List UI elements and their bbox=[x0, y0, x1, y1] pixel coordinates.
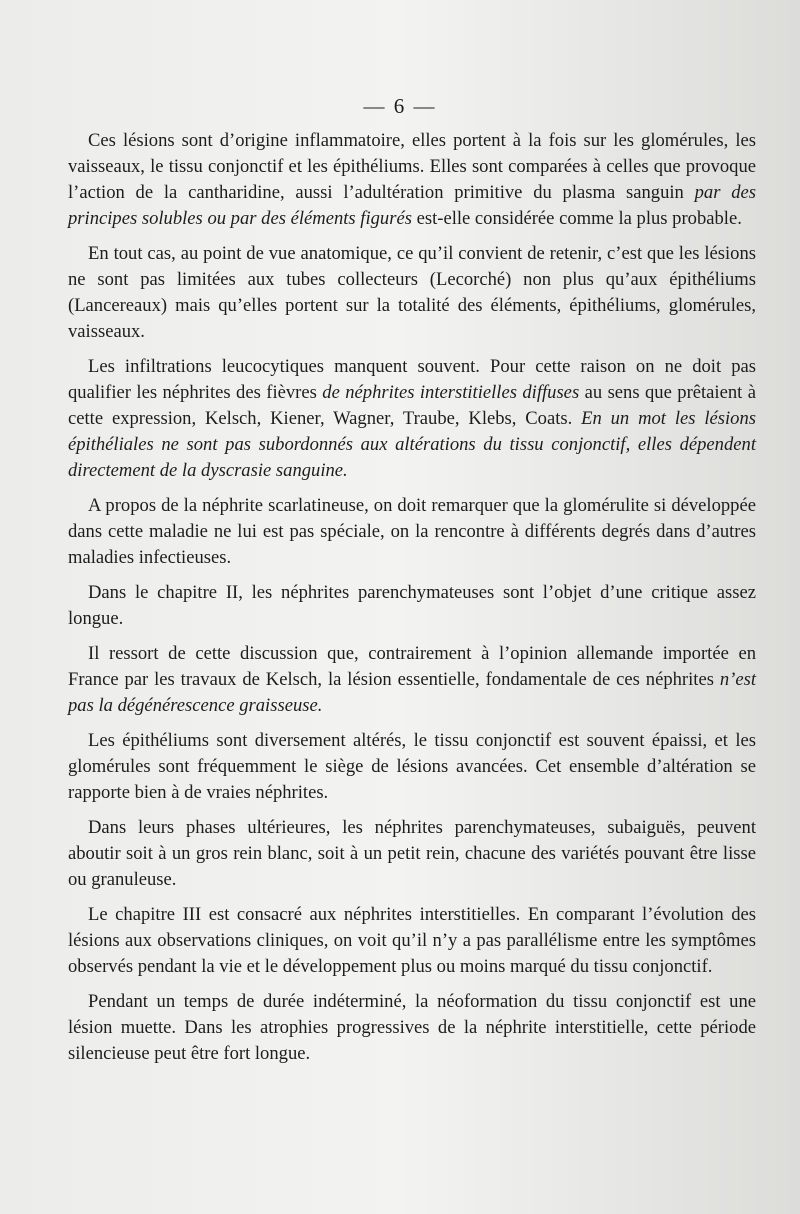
paragraph bbox=[68, 641, 756, 719]
text-segment: Ces lésions sont d’origine inflammatoire, elles portent à la fois sur les glomérules, les vaisseaux, le tissu conjonctif et les épithéliums. Elles sont comparées à celles que provoque l’action de la cantharidine, aussi l’adultération primitive du plasma sanguin bbox=[68, 130, 756, 203]
paragraph bbox=[68, 580, 756, 632]
body-text bbox=[68, 128, 756, 1076]
paragraph bbox=[68, 728, 756, 806]
italic-text-segment: de néphrites interstitielles diffuses bbox=[322, 382, 580, 403]
paragraph bbox=[68, 241, 756, 345]
paragraph bbox=[68, 128, 756, 232]
italic-text-segment: par des principes solubles ou par des éléments figurés bbox=[68, 182, 756, 229]
paragraph bbox=[68, 989, 756, 1067]
text-segment: Il ressort de cette discussion que, contrairement à l’opinion allemande importée en France par les travaux de Kelsch, la lésion essentielle, fondamentale de ces néphrites bbox=[68, 643, 756, 690]
text-segment: Le chapitre III est consacré aux néphrites interstitielles. En comparant l’évolution des lésions aux observations cliniques, on voit qu’il n’y a pas parallélisme entre les symptômes observés pendant la vie et le développement plus ou moins marqué du tissu conjonctif. bbox=[68, 904, 756, 977]
paragraph bbox=[68, 354, 756, 484]
text-segment: Pendant un temps de durée indéterminé, la néoformation du tissu conjonctif est une lésion muette. Dans les atrophies progressives de la néphrite interstitielle, cette période silencieuse peut être fort longue. bbox=[68, 991, 756, 1064]
italic-text-segment: En un mot les lésions épithéliales ne sont pas subordonnés aux altérations du tissu conjonctif, elles dépendent directement de la dyscrasie sanguine. bbox=[68, 408, 756, 481]
text-segment: Dans le chapitre II, les néphrites parenchymateuses sont l’objet d’une critique assez longue. bbox=[68, 582, 756, 629]
text-segment: au sens que prêtaient à cette expression, Kelsch, Kiener, Wagner, Traube, Klebs, Coats. bbox=[68, 382, 756, 429]
text-segment: Les infiltrations leucocytiques manquent souvent. Pour cette raison on ne doit pas qualifier les néphrites des fièvres bbox=[68, 356, 756, 403]
text-segment: A propos de la néphrite scarlatineuse, on doit remarquer que la glomérulite si développée dans cette maladie ne lui est pas spéciale, on la rencontre à différents degrés dans d’autres maladies infectieuses. bbox=[68, 495, 756, 568]
italic-text-segment: n’est pas la dégénérescence graisseuse. bbox=[68, 669, 756, 716]
page-number: — 6 — bbox=[363, 94, 437, 118]
text-segment: Les épithéliums sont diversement altérés, le tissu conjonctif est souvent épaissi, et les glomérules sont fréquemment le siège de lésions avancées. Cet ensemble d’altération se rapporte bien à de vraies néphrites. bbox=[68, 730, 756, 803]
text-segment: Dans leurs phases ultérieures, les néphrites parenchymateuses, subaiguës, peuvent aboutir soit à un gros rein blanc, soit à un petit rein, chacune des variétés pouvant être lisse ou granuleuse. bbox=[68, 817, 756, 890]
text-segment: En tout cas, au point de vue anatomique, ce qu’il convient de retenir, c’est que les lésions ne sont pas limitées aux tubes collecteurs (Lecorché) non plus qu’aux épithéliums (Lancereaux) mais qu’elles portent sur la totalité des éléments, épithéliums, glomérules, vaisseaux. bbox=[68, 243, 756, 342]
paragraph bbox=[68, 815, 756, 893]
text-segment: est-elle considérée comme la plus probable. bbox=[411, 208, 742, 229]
paragraph bbox=[68, 493, 756, 571]
paragraph bbox=[68, 902, 756, 980]
